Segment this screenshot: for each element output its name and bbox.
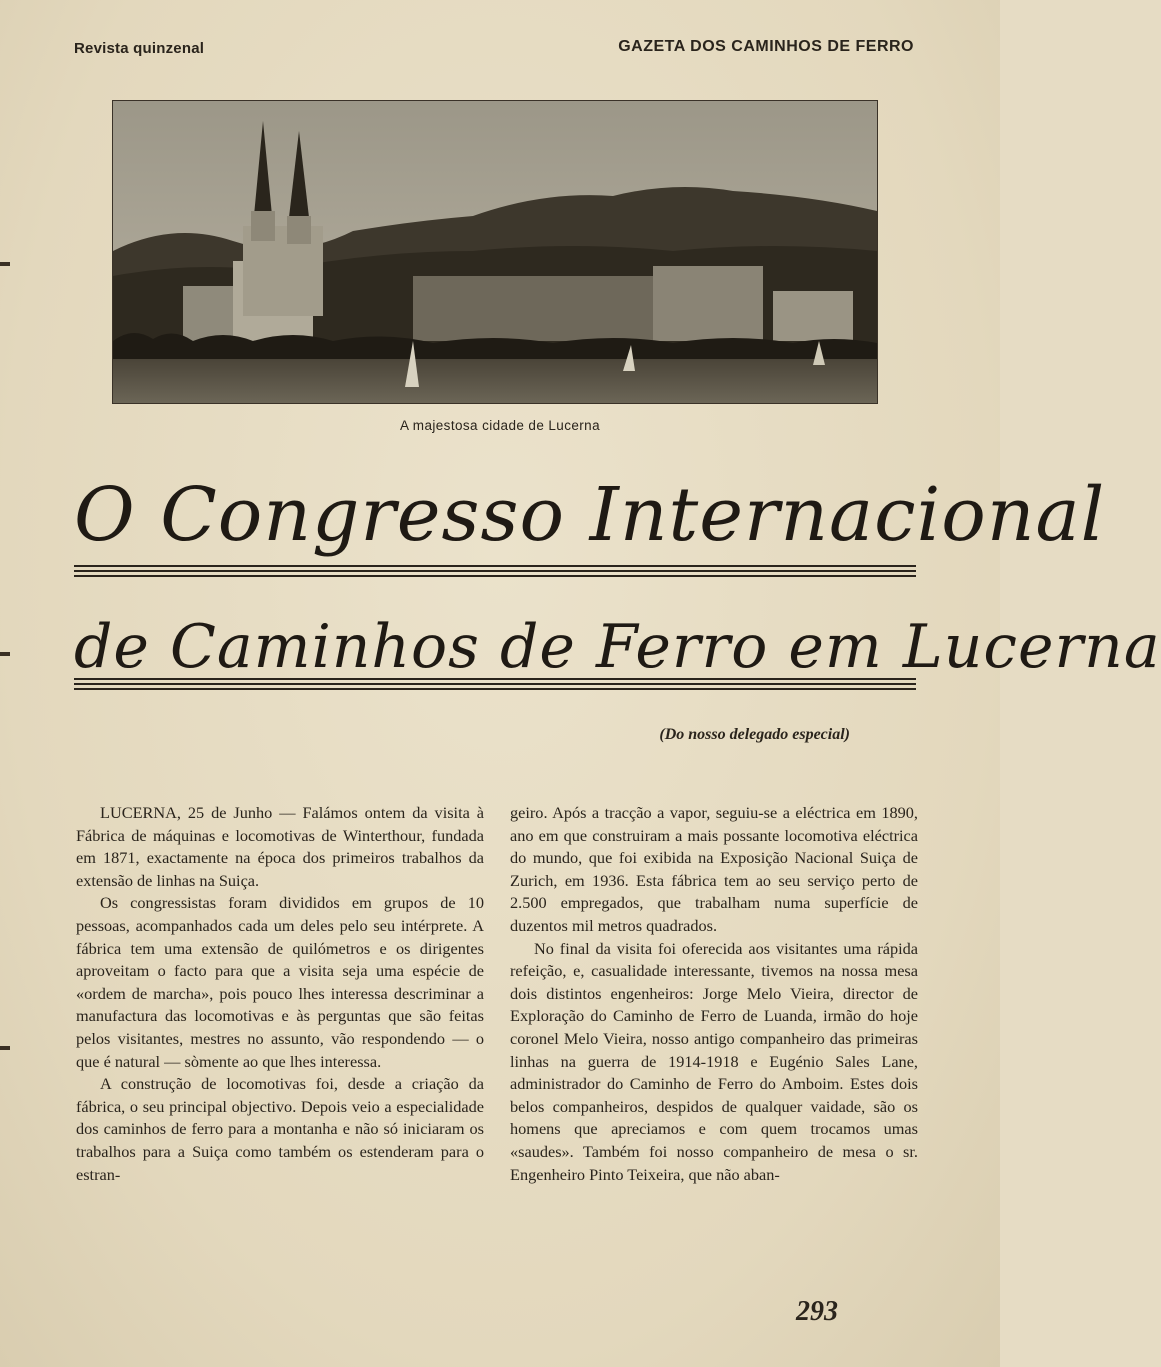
binding-mark — [0, 652, 10, 656]
article-column-left — [76, 802, 484, 1186]
article-title-line2: de Caminhos de Ferro em Lucerna — [74, 612, 1161, 682]
photo-caption: A majestosa cidade de Lucerna — [400, 418, 600, 433]
binding-mark — [0, 1046, 10, 1050]
paragraph: A construção de locomotivas foi, desde a criação da fábrica, o seu principal objectivo. Depois veio a especialidade dos caminhos de ferro para a montanha e não só iniciaram os trabalhos para a Suiça como também os estenderam para o estran- — [76, 1074, 484, 1184]
page-number: 293 — [796, 1296, 838, 1327]
binding-mark — [0, 262, 10, 266]
byline: (Do nosso delegado especial) — [659, 726, 850, 743]
paragraph: No final da visita foi oferecida aos visitantes uma rápida refeição, e, casualidade interessante, tivemos na nossa mesa dois distintos engenheiros: Jorge Melo Vieira, director de Exploração do Caminho de Ferro de Luanda, irmão do hoje coronel Melo Vieira, nosso antigo companheiro das primeiras linhas na guerra de 1914-1918 e Eugénio Sales Lane, administrador do Caminho de Ferro do Amboim. Estes dois belos companheiros, despidos de qualquer vaidade, são os homens que apreciamos e com quem trocamos umas «saudes». Também foi nosso companheiro de mesa o sr. Engenheiro Pinto Teixeira, que não aban- — [510, 938, 918, 1184]
paragraph: geiro. Após a tracção a vapor, seguiu-se a eléctrica em 1890, ano em que construiram a mais possante locomotiva eléctrica do mundo, que foi exibida na Exposição Nacional Suiça de Zurich, em 1936. Esta fábrica tem ao seu serviço perto de 2.500 empregados, que trabalham numa superfície de duzentos mil metros quadrados. — [510, 803, 918, 935]
title-rule — [74, 565, 916, 579]
article-title-line1: O Congresso Internacional — [74, 472, 1106, 558]
article-column-right — [510, 802, 918, 1186]
header-publication-frequency: Revista quinzenal — [74, 40, 205, 57]
paragraph: LUCERNA, 25 de Junho — Falámos ontem da visita à Fábrica de máquinas e locomotivas de Winterthour, fundada em 1871, exactamente na época dos primeiros trabalhos da extensão de linhas na Suiça. — [76, 803, 484, 890]
header-magazine-title: GAZETA DOS CAMINHOS DE FERRO — [618, 38, 914, 55]
paragraph: Os congressistas foram divididos em grupos de 10 pessoas, acompanhados cada um deles pelo seu intérprete. A fábrica tem uma extensão de quilómetros e os dirigentes aproveitam o facto para que a visita seja uma espécie de «ordem de marcha», pois pouco lhes interessa descriminar a manufactura das locomotivas e às perguntas que são feitas pelos visitantes, mestres no assunto, vão respondendo — o que é natural — sòmente ao que lhes interessa. — [76, 893, 484, 1071]
title-rule — [74, 678, 916, 692]
lucerne-photo — [112, 100, 878, 404]
